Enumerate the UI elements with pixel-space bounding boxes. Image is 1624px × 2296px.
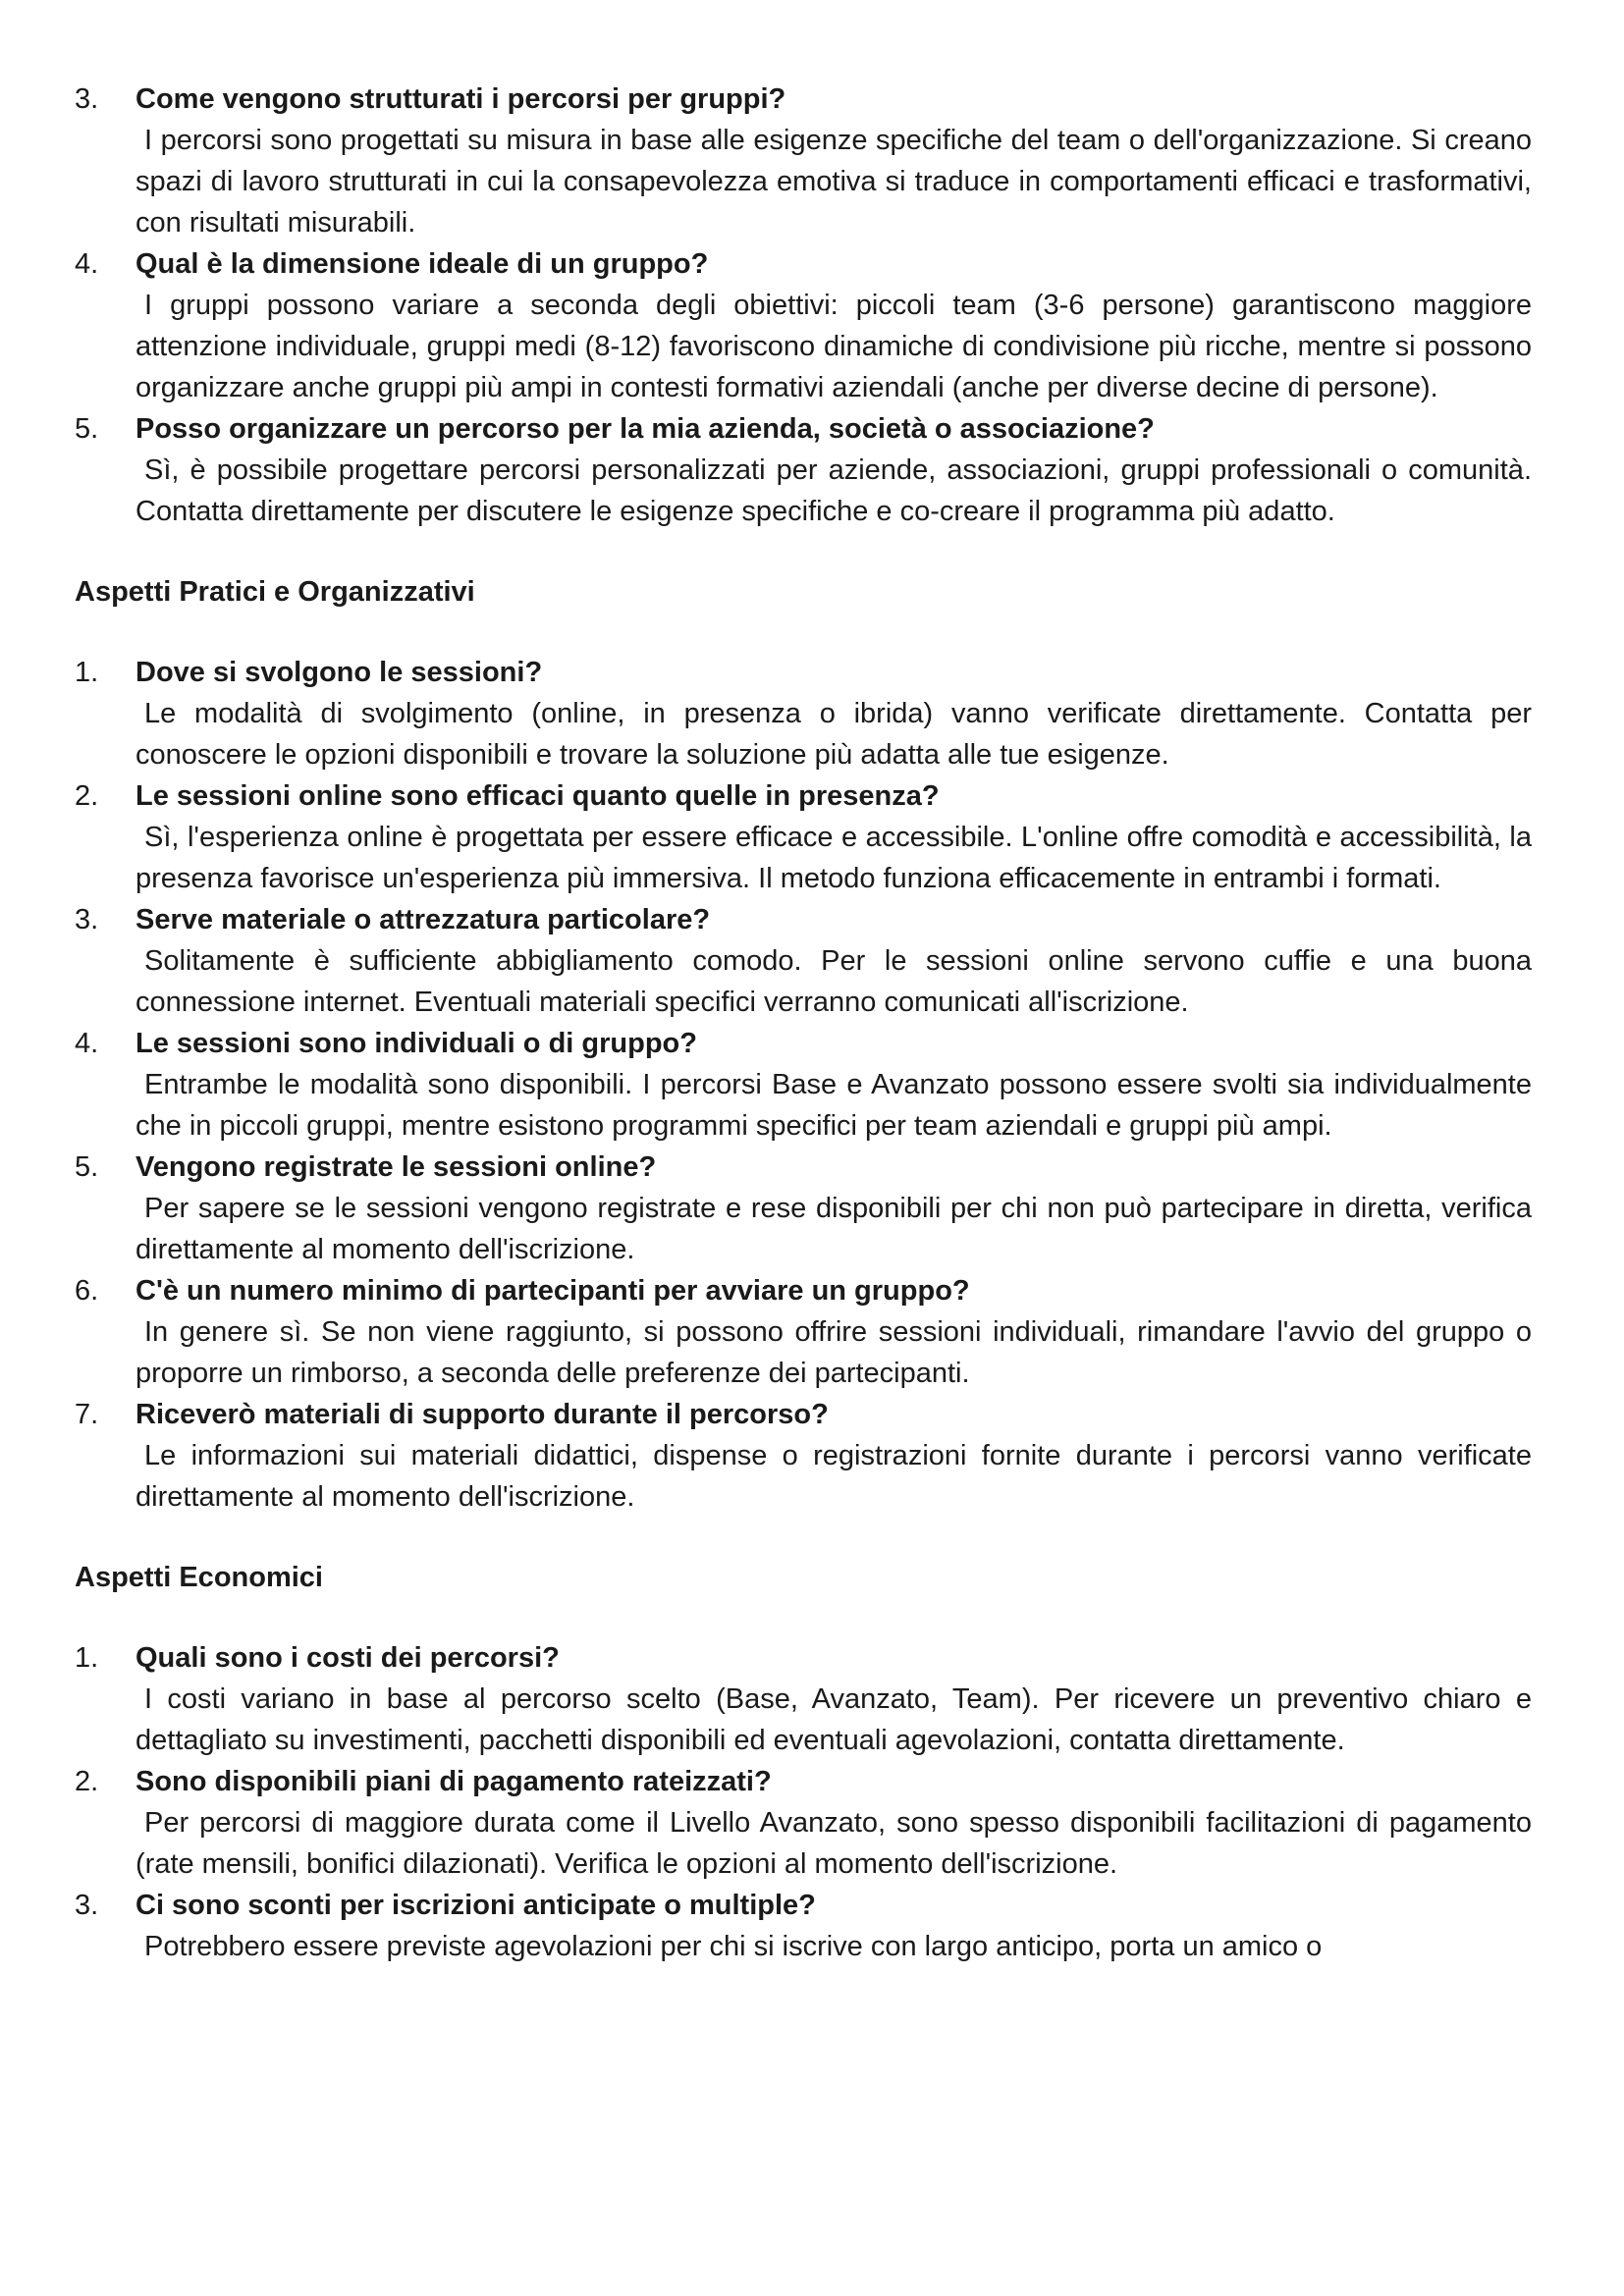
faq-question: Le sessioni sono individuali o di gruppo? (135, 1028, 697, 1059)
faq-question: Ci sono sconti per iscrizioni anticipate o multiple? (135, 1890, 816, 1921)
faq-answer: Le modalità di svolgimento (online, in presenza o ibrida) vanno verificate direttamente. Contatta per conoscere le opzioni disponibili e trovare la soluzione più adatta alle tue esigenze. (135, 698, 1532, 771)
section-heading: Aspetti Pratici e Organizzativi (75, 576, 475, 608)
faq-item (75, 1637, 1532, 1761)
faq-answer: Potrebbero essere previste agevolazioni per chi si iscrive con largo anticipo, porta un amico o (144, 1931, 1323, 1962)
faq-item-number: 1. (75, 1642, 99, 1674)
faq-item-number: 4. (75, 1028, 99, 1059)
faq-item (75, 775, 1532, 899)
faq-list (75, 79, 1532, 532)
faq-item-number: 3. (75, 83, 99, 115)
faq-answer: Sì, l'esperienza online è progettata per essere efficace e accessibile. L'online offre comodità e accessibilità, la presenza favorisce un'esperienza più immersiva. Il metodo funziona efficacemente in entrambi i formati. (135, 822, 1532, 894)
faq-question: Vengono registrate le sessioni online? (135, 1151, 657, 1183)
faq-section-pratici (75, 571, 1532, 1518)
faq-question: Come vengono strutturati i percorsi per gruppi? (135, 83, 786, 115)
faq-item-number: 3. (75, 1890, 99, 1921)
faq-answer: I percorsi sono progettati su misura in base alle esigenze specifiche del team o dell'organizzazione. Si creano spazi di lavoro strutturati in cui la consapevolezza emotiva si traduce in comportamenti efficaci e trasformativi, con risultati misurabili. (135, 125, 1532, 239)
faq-answer: Le informazioni sui materiali didattici, dispense o registrazioni fornite durante i percorsi vanno verificate direttamente al momento dell'iscrizione. (135, 1440, 1532, 1513)
faq-answer: In genere sì. Se non viene raggiunto, si possono offrire sessioni individuali, rimandare l'avvio del gruppo o proporre un rimborso, a seconda delle preferenze dei partecipanti. (135, 1316, 1532, 1389)
faq-question: Le sessioni online sono efficaci quanto quelle in presenza? (135, 780, 940, 812)
faq-answer: I costi variano in base al percorso scelto (Base, Avanzato, Team). Per ricevere un preventivo chiaro e dettagliato su investimenti, pacchetti disponibili ed eventuali agevolazioni, contatta direttamente. (135, 1683, 1532, 1756)
faq-section-economici (75, 1557, 1532, 1967)
faq-item-number: 5. (75, 1151, 99, 1183)
faq-question: Sono disponibili piani di pagamento rateizzati? (135, 1766, 772, 1797)
faq-list (75, 1637, 1532, 1967)
faq-item (75, 1761, 1532, 1885)
faq-question: Qual è la dimensione ideale di un gruppo? (135, 248, 709, 280)
faq-item-number: 5. (75, 413, 99, 445)
section-heading: Aspetti Economici (75, 1562, 323, 1593)
faq-item-number: 1. (75, 657, 99, 688)
faq-answer: I gruppi possono variare a seconda degli obiettivi: piccoli team (3-6 persone) garantiscono maggiore attenzione individuale, gruppi medi (8-12) favoriscono dinamiche di condivisione più ricche, mentre si possono organizzare anche gruppi più ampi in contesti formativi aziendali (anche per diverse decine di persone). (135, 290, 1532, 403)
faq-question: Posso organizzare un percorso per la mia azienda, società o associazione? (135, 413, 1155, 445)
faq-item (75, 652, 1532, 775)
faq-question: C'è un numero minimo di partecipanti per avviare un gruppo? (135, 1275, 970, 1307)
faq-item (75, 1270, 1532, 1394)
faq-item-number: 7. (75, 1399, 99, 1430)
faq-item (75, 79, 1532, 243)
faq-item (75, 1023, 1532, 1147)
faq-section-gruppi (75, 79, 1532, 532)
faq-item-number: 2. (75, 780, 99, 812)
faq-item (75, 1147, 1532, 1270)
faq-list (75, 652, 1532, 1518)
faq-item-number: 6. (75, 1275, 99, 1307)
faq-answer: Entrambe le modalità sono disponibili. I percorsi Base e Avanzato possono essere svolti sia individualmente che in piccoli gruppi, mentre esistono programmi specifici per team aziendali e gruppi più ampi. (135, 1069, 1532, 1142)
faq-question: Serve materiale o attrezzatura particolare? (135, 904, 711, 935)
faq-item (75, 1394, 1532, 1518)
faq-item (75, 1885, 1532, 1967)
faq-answer: Solitamente è sufficiente abbigliamento comodo. Per le sessioni online servono cuffie e una buona connessione internet. Eventuali materiali specifici verranno comunicati all'iscrizione. (135, 945, 1532, 1018)
faq-answer: Sì, è possibile progettare percorsi personalizzati per aziende, associazioni, gruppi professionali o comunità. Contatta direttamente per discutere le esigenze specifiche e co-creare il programma più adatto. (135, 454, 1532, 527)
faq-question: Quali sono i costi dei percorsi? (135, 1642, 560, 1674)
faq-item (75, 899, 1532, 1023)
faq-answer: Per sapere se le sessioni vengono registrate e rese disponibili per chi non può partecipare in diretta, verifica direttamente al momento dell'iscrizione. (135, 1193, 1532, 1265)
faq-question: Dove si svolgono le sessioni? (135, 657, 543, 688)
faq-item (75, 243, 1532, 408)
faq-question: Riceverò materiali di supporto durante il percorso? (135, 1399, 829, 1430)
faq-item-number: 3. (75, 904, 99, 935)
faq-answer: Per percorsi di maggiore durata come il Livello Avanzato, sono spesso disponibili facilitazioni di pagamento (rate mensili, bonifici dilazionati). Verifica le opzioni al momento dell'iscrizione. (135, 1807, 1532, 1880)
faq-item (75, 408, 1532, 532)
faq-item-number: 4. (75, 248, 99, 280)
faq-item-number: 2. (75, 1766, 99, 1797)
